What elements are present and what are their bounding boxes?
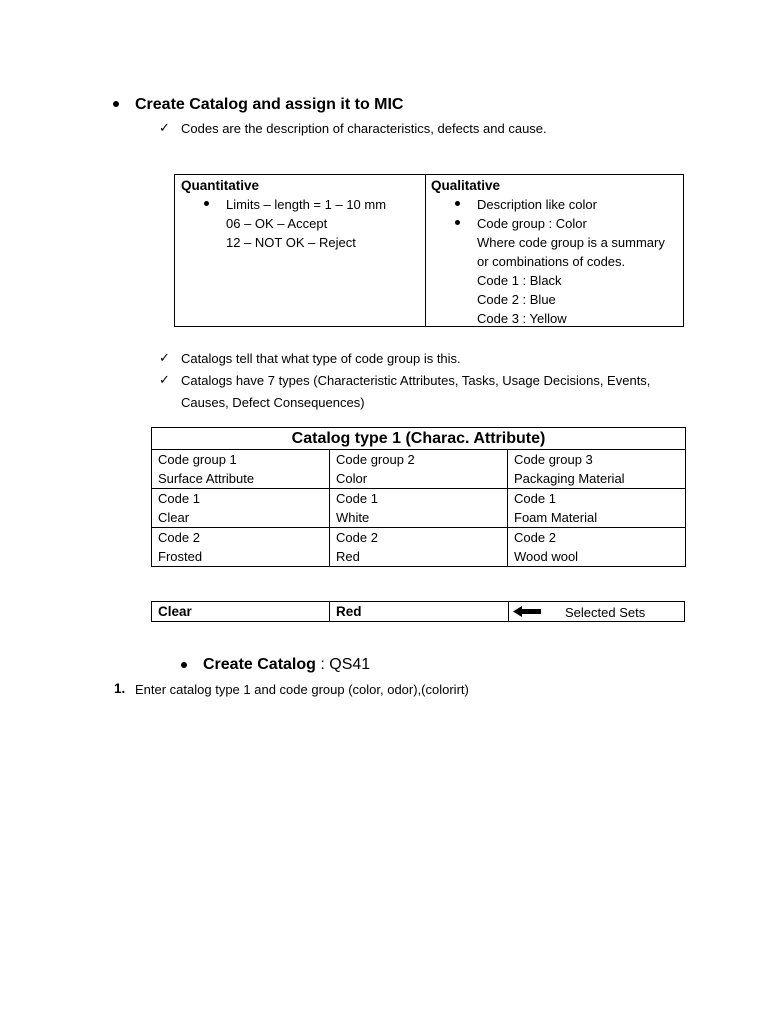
qual-line: Code 3 : Yellow xyxy=(477,311,567,326)
checkmark-icon: ✓ xyxy=(159,372,170,387)
checkmark-icon: ✓ xyxy=(159,120,170,135)
bullet-icon xyxy=(113,101,119,107)
qual-line: Code 2 : Blue xyxy=(477,292,556,307)
qual-line: or combinations of codes. xyxy=(477,254,626,269)
cell-line: Foam Material xyxy=(514,510,598,525)
catalog-type-table xyxy=(151,427,686,567)
table-cell xyxy=(508,450,686,489)
cell-line: Code 1 xyxy=(514,491,556,506)
table-divider xyxy=(425,175,426,326)
step-number: 1. xyxy=(114,681,126,696)
check-item-codes: Codes are the description of characteristics, defects and cause. xyxy=(181,121,547,136)
cell-line: Code 1 xyxy=(158,491,200,506)
cell-line: Red xyxy=(336,549,360,564)
qual-line: Where code group is a summary xyxy=(477,235,665,250)
cell-line: Code 2 xyxy=(336,530,378,545)
table-cell xyxy=(508,489,686,528)
bullet-icon xyxy=(204,201,209,206)
selected-sets-label: Selected Sets xyxy=(565,605,646,620)
cell-line: Code 2 xyxy=(158,530,200,545)
step-text: Enter catalog type 1 and code group (color, odor),(colorirt) xyxy=(135,682,469,697)
quant-line: 12 – NOT OK – Reject xyxy=(226,235,356,250)
cell-line: Color xyxy=(336,471,368,486)
qual-header: Qualitative xyxy=(431,178,501,193)
quant-qual-table xyxy=(174,174,684,327)
selected-sets-table xyxy=(151,601,685,622)
check-item-types-line2: Causes, Defect Consequences) xyxy=(181,395,365,410)
check-item-types-line1: Catalogs have 7 types (Characteristic Attributes, Tasks, Usage Decisions, Events, xyxy=(181,373,651,388)
table-cell xyxy=(330,528,508,567)
catalog-table-title: Catalog type 1 (Charac. Attribute) xyxy=(152,428,686,450)
table-cell xyxy=(152,450,330,489)
qual-line: Code group : Color xyxy=(477,216,587,231)
selected-set-clear: Clear xyxy=(158,604,192,619)
qual-line: Description like color xyxy=(477,197,597,212)
create-catalog-label: Create Catalog xyxy=(203,656,316,673)
cell-line: Code 2 xyxy=(514,530,556,545)
table-cell xyxy=(330,450,508,489)
qual-line: Code 1 : Black xyxy=(477,273,562,288)
cell-line: Code 1 xyxy=(336,491,378,506)
table-cell xyxy=(330,489,508,528)
cell-line: Code group 2 xyxy=(336,452,415,467)
table-cell xyxy=(152,528,330,567)
section-heading: Create Catalog and assign it to MIC xyxy=(135,96,404,113)
cell-line: Code group 3 xyxy=(514,452,593,467)
cell-line: Frosted xyxy=(158,549,203,564)
left-arrow-icon xyxy=(513,606,541,617)
cell-line: Code group 1 xyxy=(158,452,237,467)
table-divider xyxy=(329,602,330,621)
transaction-code: : QS41 xyxy=(315,656,371,673)
cell-line: Surface Attribute xyxy=(158,471,255,486)
cell-line: Wood wool xyxy=(514,549,579,564)
create-catalog-heading xyxy=(203,655,370,675)
table-row xyxy=(152,489,686,528)
table-cell xyxy=(508,528,686,567)
cell-line: Packaging Material xyxy=(514,471,625,486)
table-row xyxy=(152,528,686,567)
table-row xyxy=(152,450,686,489)
quant-header: Quantitative xyxy=(181,178,260,193)
quant-line: 06 – OK – Accept xyxy=(226,216,328,231)
quant-line: Limits – length = 1 – 10 mm xyxy=(226,197,387,212)
bullet-icon xyxy=(455,201,460,206)
check-item-code-group: Catalogs tell that what type of code group is this. xyxy=(181,351,461,366)
checkmark-icon: ✓ xyxy=(159,350,170,365)
table-cell xyxy=(152,489,330,528)
table-divider xyxy=(508,602,509,621)
selected-set-red: Red xyxy=(336,604,362,619)
cell-line: White xyxy=(336,510,370,525)
bullet-icon xyxy=(181,662,187,668)
cell-line: Clear xyxy=(158,510,190,525)
bullet-icon xyxy=(455,220,460,225)
